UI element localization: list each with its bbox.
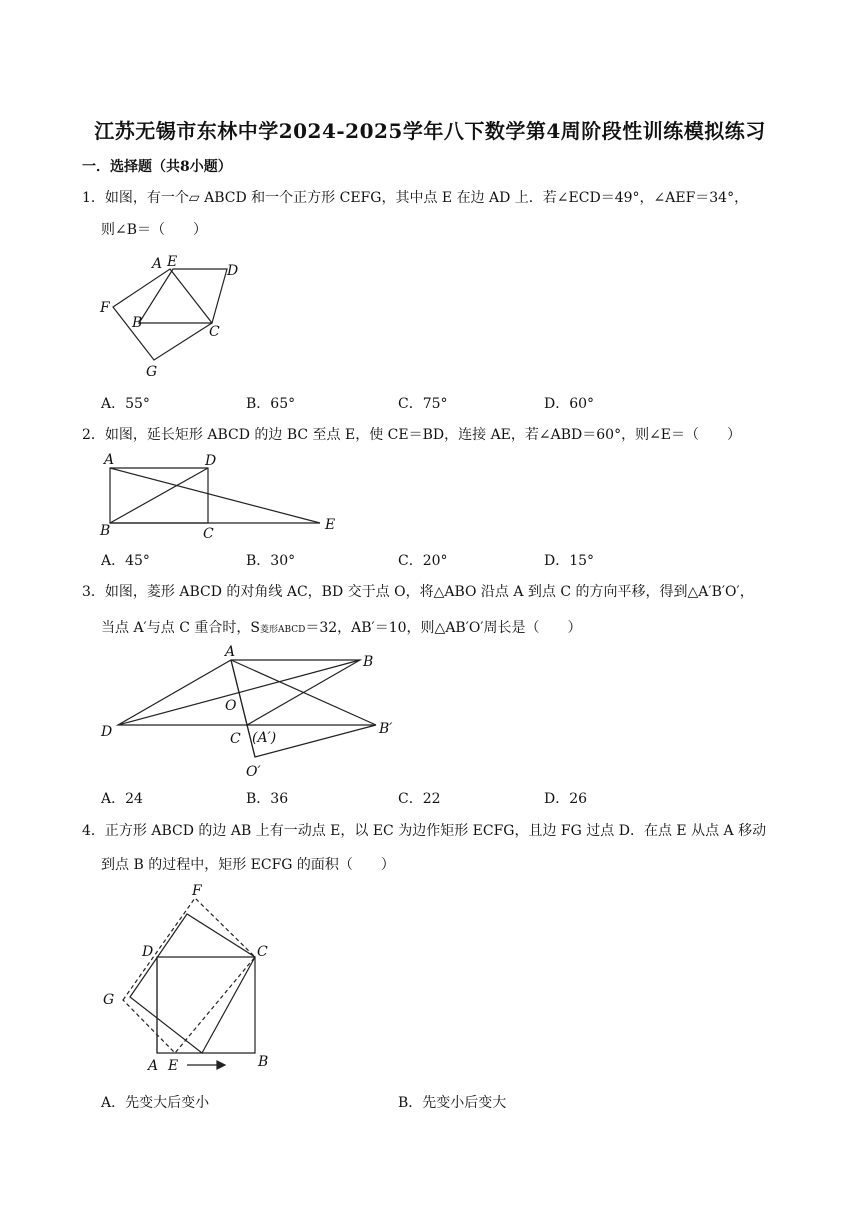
q3-option-a[interactable]: A．24 — [101, 791, 143, 807]
label-a-prime: (A′) — [252, 730, 277, 746]
label-g: G — [146, 364, 158, 380]
question-3-figure — [95, 640, 415, 785]
rectangle-ecfg-solid — [130, 914, 255, 1053]
label-e: E — [168, 1058, 179, 1074]
label-a: A — [104, 452, 115, 468]
parallelogram-abcd — [139, 269, 227, 323]
label-a: A — [152, 256, 163, 272]
label-d: D — [142, 944, 154, 960]
question-4-figure — [95, 880, 285, 1080]
question-1-text-line1: 1．如图，有一个▱ ABCD 和一个正方形 CEFG，其中点 E 在边 AD 上．若∠ECD＝49°，∠AEF＝34°， — [82, 190, 749, 206]
label-f: F — [100, 300, 110, 316]
q1-option-a[interactable]: A．55° — [101, 396, 150, 412]
square-cefg — [113, 269, 212, 360]
segment-ab-prime — [231, 660, 376, 725]
q1-option-d[interactable]: D．60° — [544, 396, 595, 412]
square-abcd — [157, 957, 255, 1053]
label-d: D — [101, 724, 113, 740]
label-c: C — [209, 324, 220, 340]
label-e: E — [167, 254, 178, 270]
page-title: 江苏无锡市东林中学2024-2025学年八下数学第4周阶段性训练模拟练习 — [94, 119, 766, 143]
label-b: B — [363, 654, 374, 670]
label-b-prime: B′ — [379, 721, 393, 737]
q3-option-c[interactable]: C．22 — [398, 791, 441, 807]
label-d: D — [227, 263, 239, 279]
label-c: C — [257, 944, 268, 960]
q4-option-a[interactable]: A．先变大后变小 — [101, 1095, 210, 1111]
arrow-head — [217, 1061, 225, 1069]
label-a: A — [225, 644, 236, 660]
q2-option-c[interactable]: C．20° — [398, 553, 448, 569]
diagonal-bd — [110, 468, 208, 523]
segment-ae — [110, 468, 320, 523]
section-heading: 一．选择题（共8小题） — [82, 159, 232, 175]
question-1-text-line2: 则∠B＝（ ） — [101, 222, 208, 238]
question-2-figure — [95, 448, 355, 543]
q2-option-a[interactable]: A．45° — [101, 553, 150, 569]
q2-option-d[interactable]: D．15° — [544, 553, 595, 569]
q1-option-b[interactable]: B．65° — [246, 396, 296, 412]
question-3-text-line2: 当点 A′与点 C 重合时，S菱形ABCD＝32，AB′＝10，则△AB′O′周长是（ ） — [101, 620, 582, 636]
q3-option-b[interactable]: B．36 — [246, 791, 289, 807]
q3-option-d[interactable]: D．26 — [544, 791, 588, 807]
rectangle-ecfg-dashed — [123, 898, 255, 1053]
question-3-text-line1: 3．如图，菱形 ABCD 的对角线 AC，BD 交于点 O，将△ABO 沿点 A 到点 C 的方向平移，得到△A′B′O′， — [82, 584, 754, 600]
q1-option-c[interactable]: C．75° — [398, 396, 448, 412]
label-o: O — [225, 698, 237, 714]
question-4-text-line2: 到点 B 的过程中，矩形 ECFG 的面积（ ） — [101, 857, 395, 873]
label-f: F — [192, 883, 202, 899]
label-b: B — [132, 315, 143, 331]
label-o-prime: O′ — [246, 764, 261, 780]
q4-option-b[interactable]: B．先变小后变大 — [398, 1095, 507, 1111]
label-g: G — [103, 992, 115, 1008]
q2-option-b[interactable]: B．30° — [246, 553, 296, 569]
label-c: C — [203, 526, 214, 542]
label-c: C — [230, 731, 241, 747]
label-b: B — [100, 523, 111, 539]
question-1-figure — [95, 250, 265, 385]
question-4-text-line1: 4．正方形 ABCD 的边 AB 上有一动点 E，以 EC 为边作矩形 ECFG，且边 FG 过点 D．在点 E 从点 A 移动 — [82, 823, 767, 839]
label-e: E — [325, 517, 336, 533]
label-a: A — [148, 1058, 159, 1074]
label-b: B — [258, 1054, 269, 1070]
question-2-text-line1: 2．如图，延长矩形 ABCD 的边 BC 至点 E，使 CE＝BD，连接 AE，若∠ABD＝60°，则∠E＝（ ） — [82, 427, 742, 443]
label-d: D — [205, 453, 217, 469]
